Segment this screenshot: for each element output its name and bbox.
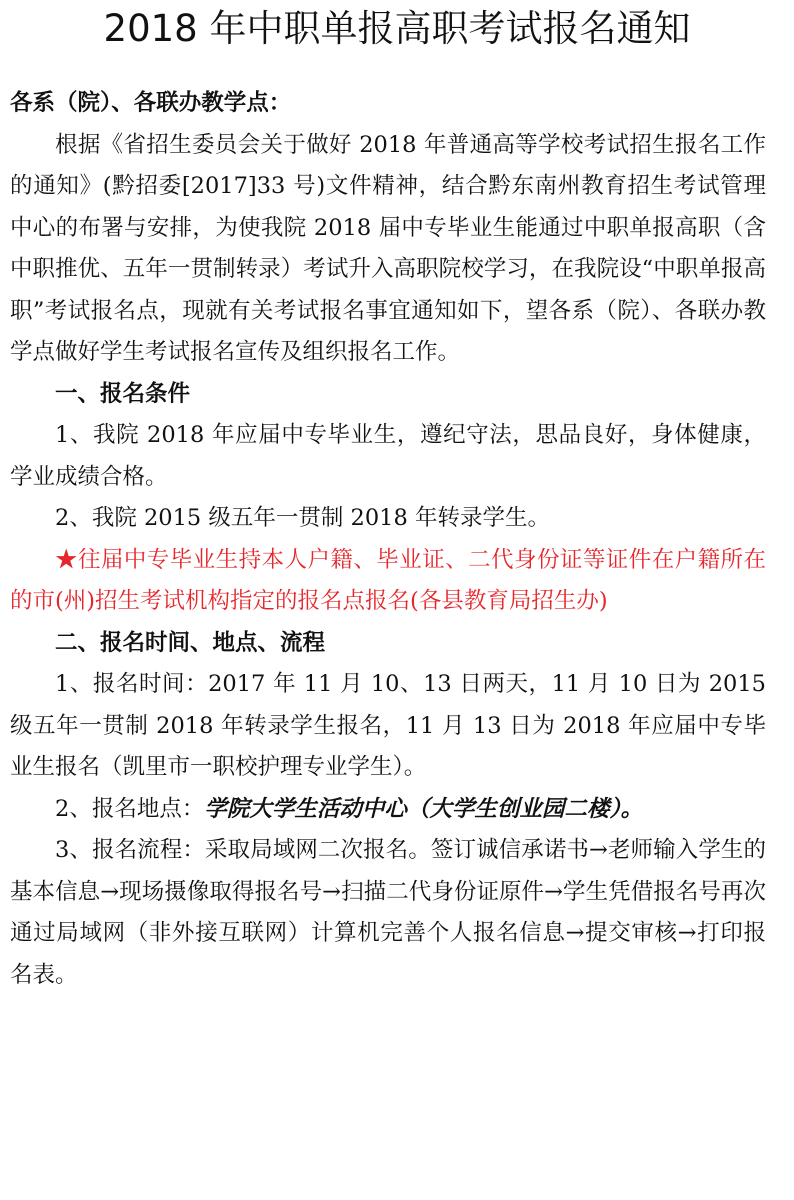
previous-graduates-notice: ★往届中专毕业生持本人户籍、毕业证、二代身份证等证件在户籍所在的市(州)招生考试机构指定的报名点报名(各县教育局招生办) [10, 546, 766, 614]
section-heading-time-place-process: 二、报名时间、地点、流程 [55, 629, 326, 656]
registration-process: 3、报名流程：采取局域网二次报名。签订诚信承诺书→老师输入学生的基本信息→现场摄像取得报名号→扫描二代身份证原件→学生凭借报名号再次通过局域网（非外接互联网）计算机完善个人报名信息→提交审核→打印报名表。 [10, 837, 766, 988]
registration-location-label: 2、报名地点： [55, 795, 205, 822]
section-heading-conditions: 一、报名条件 [55, 380, 191, 407]
document-body [10, 83, 766, 996]
condition-item-1: 1、我院 2018 年应届中专毕业生，遵纪守法，思品良好，身体健康，学业成绩合格。 [10, 422, 766, 490]
registration-location [10, 789, 766, 831]
intro-paragraph: 根据《省招生委员会关于做好 2018 年普通高等学校考试招生报名工作的通知》(黔招委[2017]33 号)文件精神，结合黔东南州教育招生考试管理中心的布署与安排，为使我院 2018 届中专毕业生能通过中职单报高职（含中职推优、五年一贯制转录）考试升入高职院校学习，在我院设“中职单报高职”考试报名点，现就有关考试报名事宜通知如下，望各系（院）、各联办教学点做好学生考试报名宣传及组织报名工作。 [10, 131, 766, 365]
registration-time: 1、报名时间：2017 年 11 月 10、13 日两天，11 月 10 日为 2015 级五年一贯制 2018 年转录学生报名，11 月 13 日为 2018 年应届中专毕业生报名（凯里市一职校护理专业学生）。 [10, 671, 766, 780]
registration-location-value: 学院大学生活动中心（大学生创业园二楼）。 [204, 795, 644, 822]
salutation: 各系（院）、各联办教学点： [10, 90, 292, 116]
document-title: 2018 年中职单报高职考试报名通知 [103, 7, 691, 50]
condition-item-2: 2、我院 2015 级五年一贯制 2018 年转录学生。 [55, 505, 550, 531]
